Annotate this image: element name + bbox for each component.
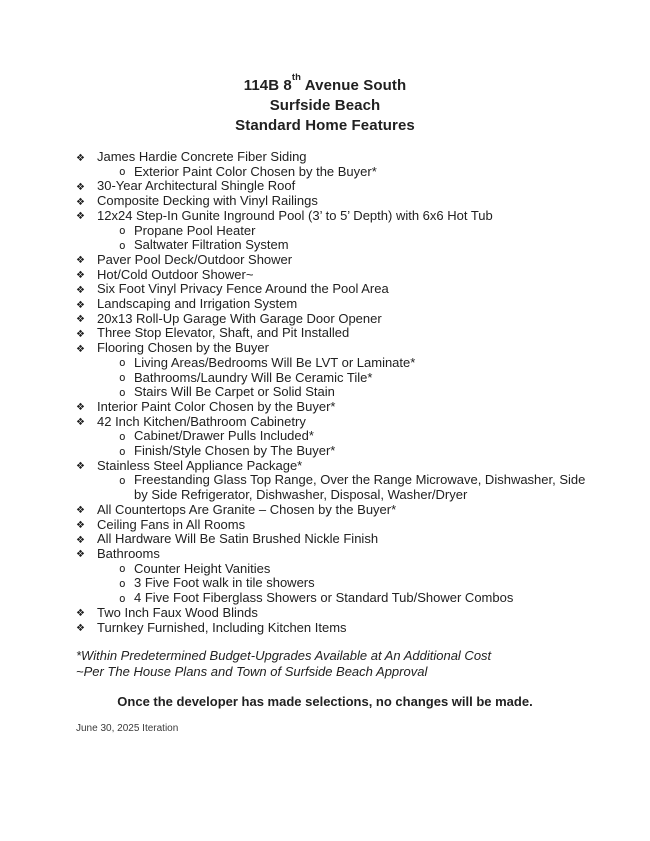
title-address-suffix: Avenue South [301, 77, 407, 94]
feature-text: 42 Inch Kitchen/Bathroom Cabinetry [97, 413, 306, 429]
feature-item [76, 179, 598, 194]
feature-sublist [118, 224, 598, 253]
feature-sublist [118, 165, 598, 180]
subfeature-item [118, 576, 598, 591]
footnotes [76, 648, 598, 680]
subfeature-item [118, 591, 598, 606]
feature-text: All Hardware Will Be Satin Brushed Nickle Finish [97, 531, 379, 547]
title-document-name: Standard Home Features [235, 117, 415, 134]
circle-bullet-icon: o [119, 356, 126, 370]
no-changes-notice: Once the developer has made selections, no changes will be made. [117, 694, 533, 710]
iteration-date: June 30, 2025 Iteration [76, 723, 179, 735]
circle-bullet-icon: o [119, 238, 126, 252]
title-address [76, 71, 574, 96]
subfeature-text: 4 Five Foot Fiberglass Showers or Standard Tub/Shower Combos [134, 590, 514, 606]
diamond-bullet-icon: ❖ [76, 270, 85, 282]
diamond-bullet-icon: ❖ [76, 608, 85, 620]
diamond-bullet-icon: ❖ [76, 211, 85, 223]
diamond-bullet-icon: ❖ [76, 520, 85, 532]
subfeature-item [118, 473, 598, 502]
title-address-superscript: th [291, 71, 302, 83]
feature-text: Paver Pool Deck/Outdoor Shower [97, 251, 293, 267]
subfeature-text: Bathrooms/Laundry Will Be Ceramic Tile* [134, 369, 373, 385]
subfeature-text: Counter Height Vanities [134, 560, 271, 576]
feature-text: Composite Decking with Vinyl Railings [97, 193, 318, 209]
feature-item [76, 621, 598, 636]
diamond-bullet-icon: ❖ [76, 255, 85, 267]
feature-item [76, 606, 598, 621]
circle-bullet-icon: o [119, 165, 126, 179]
feature-text: Three Stop Elevator, Shaft, and Pit Installed [97, 325, 350, 341]
diamond-bullet-icon: ❖ [76, 402, 85, 414]
diamond-bullet-icon: ❖ [76, 196, 85, 208]
circle-bullet-icon: o [119, 591, 126, 605]
feature-sublist [118, 356, 598, 400]
feature-item [76, 415, 598, 459]
document-title [76, 71, 574, 136]
circle-bullet-icon: o [119, 385, 126, 399]
feature-item [76, 312, 598, 327]
feature-text: Flooring Chosen by the Buyer [97, 340, 269, 356]
feature-item [76, 532, 598, 547]
features-list [76, 150, 598, 635]
feature-item [76, 547, 598, 606]
footnote-budget-upgrades: *Within Predetermined Budget-Upgrades Available at An Additional Cost [76, 648, 492, 664]
subfeature-item [118, 371, 598, 386]
feature-item [76, 282, 598, 297]
circle-bullet-icon: o [119, 371, 126, 385]
diamond-bullet-icon: ❖ [76, 623, 85, 634]
feature-sublist [118, 562, 598, 606]
feature-text: Two Inch Faux Wood Blinds [97, 604, 258, 620]
footnote-approval: ~Per The House Plans and Town of Surfside Beach Approval [76, 664, 428, 680]
circle-bullet-icon: o [119, 444, 126, 458]
feature-text: Turnkey Furnished, Including Kitchen Items [97, 619, 347, 635]
diamond-bullet-icon: ❖ [76, 299, 85, 311]
feature-text: Ceiling Fans in All Rooms [97, 516, 246, 532]
feature-item [76, 297, 598, 312]
title-city: Surfside Beach [269, 97, 381, 114]
subfeature-text: Cabinet/Drawer Pulls Included* [134, 428, 314, 444]
diamond-bullet-icon: ❖ [76, 417, 85, 429]
subfeature-item [118, 224, 598, 239]
feature-item [76, 209, 598, 253]
subfeature-text: Stairs Will Be Carpet or Solid Stain [134, 384, 335, 400]
diamond-bullet-icon: ❖ [76, 343, 85, 355]
title-address-prefix: 114B 8 [243, 77, 292, 94]
circle-bullet-icon: o [119, 473, 126, 487]
feature-item [76, 518, 598, 533]
diamond-bullet-icon: ❖ [76, 461, 85, 473]
diamond-bullet-icon: ❖ [76, 181, 85, 193]
circle-bullet-icon: o [119, 562, 126, 576]
feature-item [76, 459, 598, 503]
feature-text: 20x13 Roll-Up Garage With Garage Door Opener [97, 310, 382, 326]
circle-bullet-icon: o [119, 224, 126, 238]
diamond-bullet-icon: ❖ [76, 505, 85, 517]
diamond-bullet-icon: ❖ [76, 152, 85, 164]
feature-text: Interior Paint Color Chosen by the Buyer* [97, 398, 336, 414]
feature-item [76, 400, 598, 415]
subfeature-text: Freestanding Glass Top Range, Over the Range Microwave, Dishwasher, Side by Side Refrigerator, Dishwasher, Disposal, Washer/Dryer [134, 472, 586, 503]
feature-text: Six Foot Vinyl Privacy Fence Around the Pool Area [97, 281, 389, 297]
subfeature-item [118, 356, 598, 371]
subfeature-text: 3 Five Foot walk in tile showers [134, 575, 315, 591]
feature-item [76, 253, 598, 268]
subfeature-text: Exterior Paint Color Chosen by the Buyer* [134, 163, 377, 179]
feature-text: Bathrooms [97, 545, 160, 561]
subfeature-text: Finish/Style Chosen by The Buyer* [134, 443, 336, 459]
circle-bullet-icon: o [119, 576, 126, 590]
subfeature-text: Living Areas/Bedrooms Will Be LVT or Laminate* [134, 354, 416, 370]
feature-sublist [118, 429, 598, 458]
feature-text: 30-Year Architectural Shingle Roof [97, 178, 296, 194]
feature-item [76, 150, 598, 179]
subfeature-item [118, 562, 598, 577]
feature-sublist [118, 473, 598, 502]
feature-text: Landscaping and Irrigation System [97, 296, 298, 312]
subfeature-item [118, 444, 598, 459]
feature-item [76, 326, 598, 341]
feature-item [76, 194, 598, 209]
subfeature-item [118, 238, 598, 253]
subfeature-item [118, 385, 598, 400]
feature-text: Hot/Cold Outdoor Shower~ [97, 266, 254, 282]
diamond-bullet-icon: ❖ [76, 549, 85, 561]
feature-text: Stainless Steel Appliance Package* [97, 457, 303, 473]
circle-bullet-icon: o [119, 429, 126, 443]
feature-item [76, 341, 598, 400]
feature-text: James Hardie Concrete Fiber Siding [97, 149, 307, 164]
subfeature-item [118, 429, 598, 444]
feature-text: All Countertops Are Granite – Chosen by the Buyer* [97, 501, 397, 517]
subfeature-text: Propane Pool Heater [134, 222, 256, 238]
diamond-bullet-icon: ❖ [76, 284, 85, 296]
feature-text: 12x24 Step-In Gunite Inground Pool (3’ to 5’ Depth) with 6x6 Hot Tub [97, 207, 493, 223]
diamond-bullet-icon: ❖ [76, 534, 85, 546]
subfeature-text: Saltwater Filtration System [134, 237, 289, 253]
feature-item [76, 268, 598, 283]
subfeature-item [118, 165, 598, 180]
diamond-bullet-icon: ❖ [76, 328, 85, 340]
diamond-bullet-icon: ❖ [76, 314, 85, 326]
feature-item [76, 503, 598, 518]
